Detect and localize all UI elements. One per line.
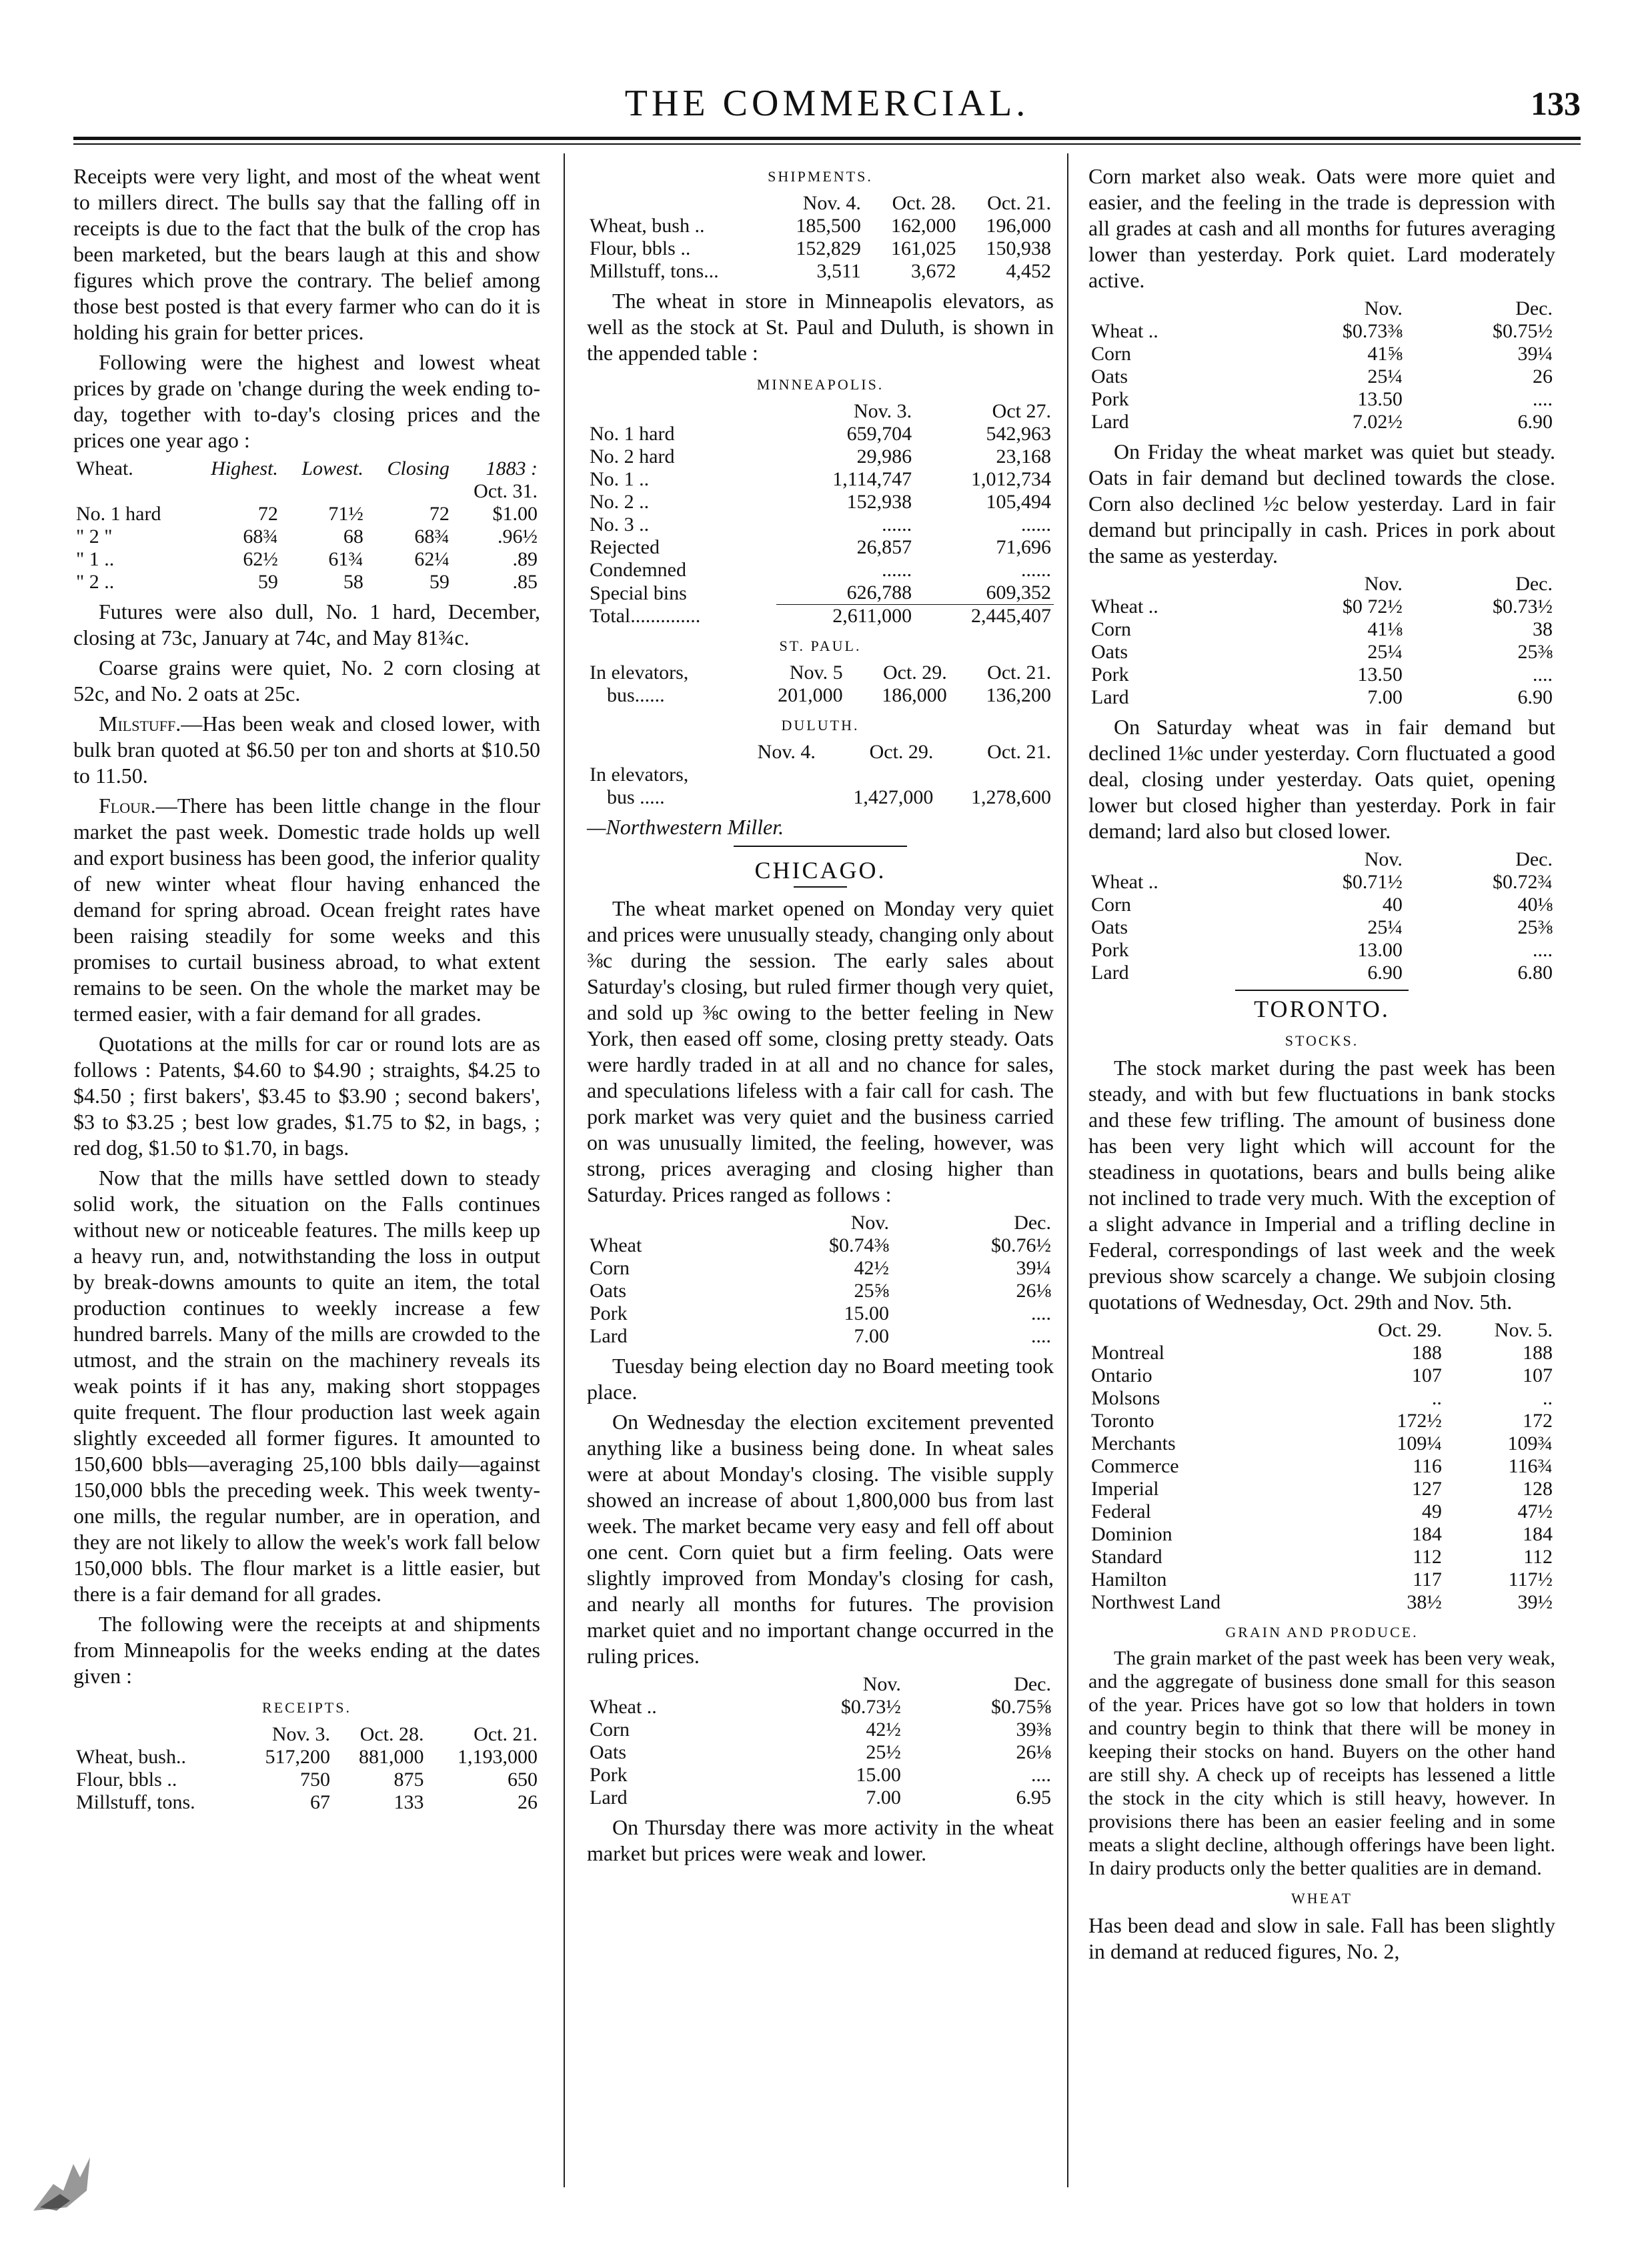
table-row: bus...... 201,000 186,000 136,200 [607, 684, 1051, 706]
table-row: Oats 25⅝ 26⅛ [590, 1280, 1051, 1302]
paragraph: On Saturday wheat was in fair demand but declined 1⅛c under yesterday. Corn fluctuated a good deal, closing under yesterday. Oats quiet, opening lower but closed higher than yesterday. Pork in fair demand; lard also but closed lower. [1088, 715, 1555, 843]
table-row: Northwest Land 38½ 39½ [1091, 1591, 1553, 1613]
table-row: Millstuff, tons... 3,511 3,672 4,452 [590, 260, 1051, 282]
column-1 [73, 163, 540, 1819]
section-heading-chicago: CHICAGO. [754, 857, 886, 884]
table-row: Flour, bbls .. 152,829 161,025 150,938 [590, 237, 1051, 259]
table-row: Wheat .. $0 72½ $0.73½ [1091, 596, 1553, 618]
table-row: Pork 15.00 .... [590, 1302, 1051, 1324]
paragraph: On Thursday there was more activity in the wheat market but prices were weak and lower. [587, 1815, 1054, 1865]
chicago-prices-saturday [1088, 848, 1555, 984]
section-heading-toronto: TORONTO. [1254, 996, 1390, 1022]
table-row: Corn 40 40⅛ [1091, 894, 1553, 916]
table-row: Montreal 188 188 [1091, 1342, 1553, 1364]
col-header: Wheat. [76, 457, 133, 479]
paragraph: Quotations at the mills for car or round lots are as follows : Patents, $4.60 to $4.90 ; straights, $4.25 to $4.50 ; first bakers', $3.45 to $3.90 ; second bakers', $3 to $3.25 ; best low grades, $1.75 to $2, in bags, ; red dog, $1.50 to $1.70, in bags. [73, 1032, 540, 1160]
table-row: Ontario 107 107 [1091, 1364, 1553, 1386]
table-row: No. 1 hard 72 71½ 72 $1.00 [76, 503, 538, 525]
table-row: Wheat .. $0.73⅜ $0.75½ [1091, 320, 1553, 342]
lead-word: Flour. [99, 794, 156, 818]
table-header [73, 480, 540, 503]
paragraph: Milstuff.—Has been weak and closed lower, with bulk bran quoted at $6.50 per ton and shorts at $10.50 to 11.50. [73, 712, 540, 788]
table-row: Corn 41⅛ 38 [1091, 618, 1553, 640]
column-2 [587, 163, 1054, 1871]
paragraph: Futures were also dull, No. 1 hard, December, closing at 73c, January at 74c, and May 81¾c. [73, 600, 540, 650]
minneapolis-elevator-table [587, 400, 1054, 628]
st-paul-table [587, 662, 1054, 707]
source-credit: —Northwestern Miller. [587, 815, 784, 839]
paragraph: Tuesday being election day no Board meeting took place. [587, 1354, 1054, 1404]
ink-blot-mark [27, 2144, 100, 2217]
table-row: In elevators, [590, 764, 689, 786]
subheading-stocks: STOCKS. [1285, 1032, 1359, 1049]
paragraph: On Wednesday the election excitement prevented anything like a business being done. In wheat sales were at about Monday's closing. The visible supply showed an increase of about 1,800,000 bus from last week. The market became very easy and fell off about one cent. Corn quiet but a firm feeling. Oats were slightly improved from Monday's closing for cash, and nearly all months for futures. The provision market quiet and no important change occurred in the ruling prices. [587, 1410, 1054, 1668]
subheading-wheat: WHEAT [1291, 1890, 1353, 1907]
column-3 [1088, 163, 1555, 1969]
table-header: Nov. 4. Oct. 29. Oct. 21. [757, 741, 1051, 763]
table-row: Millstuff, tons. 67 133 26 [76, 1791, 538, 1813]
table-caption: ST. PAUL. [779, 638, 862, 654]
subheading-grain-produce: GRAIN AND PRODUCE. [1225, 1624, 1419, 1640]
col-header: Highest. [211, 457, 278, 479]
paragraph: The wheat in store in Minneapolis elevators, as well as the stock at St. Paul and Duluth, is shown in the appended table : [587, 289, 1054, 365]
table-row: Lard 7.02½ 6.90 [1091, 411, 1553, 433]
table-caption: DULUTH. [781, 717, 860, 734]
table-header: Nov. Dec. [1364, 848, 1553, 870]
table-row: Lard 7.00 6.90 [1091, 686, 1553, 708]
paragraph: The stock market during the past week has been steady, and with but few fluctuations in bank stocks and these few trifling. The amount of business done has been very light which will account for the steadiness in quotations, bears and bulls being alike not inclined to trade very much. With the exception of a slight advance in Imperial and a trifling decline in Federal, correspondings of last week and the week previous show scarcely a change. We subjoin closing quotations of Wednesday, Oct. 29th and Nov. 5th. [1088, 1056, 1555, 1314]
col-header: Lowest. [301, 457, 363, 479]
table-row: No. 1 hard 659,704 542,963 [590, 423, 1051, 445]
paragraph: Now that the mills have settled down to steady solid work, the situation on the Falls continues without new or noticeable features. The mills keep up a heavy run, and, notwithstanding the loss in output by break-downs amounts to quite an item, the total production continues to weekly increase a few hundred barrels. Many of the mills are crowded to the utmost, and the strain on the machinery reveals its weak points if it has any, making short stoppages quite frequent. The flour production last week again slightly exceeded all former figures. It amounted to 150,600 bbls—averaging 25,100 bbls daily—against 150,000 bbls the preceding week. This week twenty-one mills, the regular number, are in operation, and they are not likely to allow the week's work fall below 150,000 bbls. The flour market is a little easier, but there is a fair demand for all grades. [73, 1166, 540, 1606]
table-row: No. 1 .. 1,114,747 1,012,734 [590, 468, 1051, 490]
table-caption: SHIPMENTS. [768, 168, 873, 185]
table-row: Molsons .. .. [1091, 1387, 1553, 1409]
table-row: Federal 49 47½ [1091, 1500, 1553, 1522]
table-row: Special bins 626,788 609,352 [590, 582, 1051, 604]
table-row: " 2 .. 59 58 59 .85 [76, 571, 538, 593]
table-row: Oats 25¼ 25⅜ [1091, 641, 1553, 663]
masthead-title: THE COMMERCIAL. [624, 83, 1030, 124]
table-row: Pork 15.00 .... [590, 1764, 1051, 1786]
section-rule [734, 846, 907, 847]
table-row: Oats 25¼ 25⅜ [1091, 916, 1553, 938]
table-row: Dominion 184 184 [1091, 1523, 1553, 1545]
table-row: Corn 42½ 39¼ [590, 1257, 1051, 1279]
table-row: Rejected 26,857 71,696 [590, 536, 1051, 558]
column-divider-1 [564, 153, 565, 2187]
table-row: Oats 25½ 26⅛ [590, 1741, 1051, 1763]
page-header [73, 80, 1581, 127]
paragraph: The wheat market opened on Monday very quiet and prices were unusually steady, changing only about ⅜c during the session. The early sales about Saturday's closing, but ruled firmer though very quiet, and sold up ⅜c owing to the better feeling in New York, then eased off some, closing pretty steady. Oats were hardly traded in at all and no chance for sales, and speculations lifeless with a fair call for cash. The pork market was very quiet and the business carried on was unusually limited, the feeling, however, was strong, prices averaging and closing higher than Saturday. Prices ranged as follows : [587, 896, 1054, 1206]
header-rule-thin [73, 143, 1581, 145]
chicago-prices-thursday [1088, 297, 1555, 433]
table-row: Wheat .. $0.73½ $0.75⅝ [590, 1696, 1051, 1718]
table-row: Pork 13.50 .... [1091, 664, 1553, 686]
table-row: Wheat .. $0.71½ $0.72¾ [1091, 871, 1553, 893]
chicago-prices-friday [1088, 573, 1555, 709]
table-header: Nov. Dec. [1364, 297, 1553, 319]
table-row: " 1 .. 62½ 61¾ 62¼ .89 [76, 548, 538, 570]
shipments-table [587, 192, 1054, 283]
table-row: Lard 7.00 6.95 [590, 1787, 1051, 1809]
table-header: Nov. Dec. [1364, 573, 1553, 595]
table-row: Corn 41⅝ 39¼ [1091, 343, 1553, 365]
table-header: Nov. 3. Oct. 28. Oct. 21. [271, 1723, 538, 1745]
paragraph: Flour.—There has been little change in the flour market the past week. Domestic trade holds up well and export business has been good, the inferior quality of new winter wheat flour having enhanced the demand for spring abroad. Ocean freight rates have been raising steadily for some weeks and this promises to curtail business abroad, to what extent remains to be seen. On the whole the market may be termed easier, with a fair demand for all grades. [73, 794, 540, 1026]
table-header [73, 457, 540, 480]
table-row: Toronto 172½ 172 [1091, 1410, 1553, 1432]
section-rule [1235, 990, 1409, 991]
table-row: Merchants 109¼ 109¾ [1091, 1432, 1553, 1454]
table-row: Oats 25¼ 26 [1091, 365, 1553, 387]
table-row: bus ..... 1,427,000 1,278,600 [607, 786, 1051, 808]
table-row: Wheat $0.74⅜ $0.76½ [590, 1234, 1051, 1256]
receipts-table [73, 1723, 540, 1814]
table-header: Nov. 4. Oct. 28. Oct. 21. [802, 192, 1051, 214]
heading-rule [794, 886, 847, 888]
page-number: 133 [1531, 85, 1581, 122]
chicago-prices-wednesday [587, 1673, 1054, 1809]
table-row: Lard 7.00 .... [590, 1325, 1051, 1347]
table-row: Corn 42½ 39⅜ [590, 1719, 1051, 1741]
paragraph: Has been dead and slow in sale. Fall has been slightly in demand at reduced figures, No. 2, [1088, 1913, 1555, 1963]
paragraph: Following were the highest and lowest wheat prices by grade on 'change during the week ending to-day, together with to-day's closing prices and the prices one year ago : [73, 350, 540, 452]
table-row: No. 3 .. ...... ...... [590, 513, 1051, 535]
table-row: Lard 6.90 6.80 [1091, 962, 1553, 984]
table-caption: RECEIPTS. [262, 1699, 351, 1716]
table-row: Standard 112 112 [1091, 1546, 1553, 1568]
paragraph: The following were the receipts at and shipments from Minneapolis for the weeks ending at the dates given : [73, 1612, 540, 1688]
table-header: Nov. 3. Oct 27. [853, 400, 1051, 422]
table-row: Wheat, bush .. 185,500 162,000 196,000 [590, 215, 1051, 237]
lead-word: Milstuff. [99, 712, 181, 736]
table-row: Commerce 116 116¾ [1091, 1455, 1553, 1477]
paragraph: Coarse grains were quiet, No. 2 corn closing at 52c, and No. 2 oats at 25c. [73, 656, 540, 706]
table-row: Imperial 127 128 [1091, 1478, 1553, 1500]
duluth-table [587, 741, 1054, 809]
paragraph: On Friday the wheat market was quiet but steady. Oats in fair demand but declined towards the close. Corn also declined ½c below yesterday. Lard in fair demand but principally in cash. Prices in pork about the same as yesterday. [1088, 439, 1555, 568]
table-header: Nov. Dec. [862, 1673, 1051, 1695]
table-header: Nov. Dec. [850, 1212, 1051, 1234]
table-row: Pork 13.00 .... [1091, 939, 1553, 961]
table-header: In elevators, Nov. 5 Oct. 29. Oct. 21. [590, 662, 1051, 684]
toronto-stocks-table [1088, 1319, 1555, 1614]
column-divider-2 [1067, 153, 1068, 2187]
header-rule-thick [73, 137, 1581, 140]
table-total-row: Total.............. 2,611,000 2,445,407 [587, 605, 1054, 628]
col-header: Oct. 31. [474, 480, 538, 502]
table-row: Wheat, bush.. 517,200 881,000 1,193,000 [76, 1746, 538, 1768]
table-header: Oct. 29. Nov. 5. [1378, 1319, 1553, 1341]
table-row: No. 2 hard 29,986 23,168 [590, 445, 1051, 467]
col-header: 1883 : [486, 457, 538, 479]
paragraph: Receipts were very light, and most of the wheat went to millers direct. The bulls say that the falling off in receipts is due to the fact that the bulk of the crop has been marketed, but the bears laugh at this and show figures which prove the contrary. The belief among those best posted is that every farmer who can do it is holding his grain for better prices. [73, 164, 540, 344]
paragraph: The grain market of the past week has been very weak, and the aggregate of business done small for this season of the year. Prices have got so low that holders in town and country begin to think that there will be money in keeping their stocks on hand. Buyers on the other hand are still shy. A check up of receipts has lessened a little the stock in the city which is still heavy, however. In provisions there has been an easier feeling and in some meats a slight decline, although offerings have been light. In dairy products only the better qualities are in demand. [1088, 1647, 1555, 1879]
table-row: No. 2 .. 152,938 105,494 [590, 491, 1051, 513]
chicago-prices-monday [587, 1212, 1054, 1348]
table-row: Pork 13.50 .... [1091, 388, 1553, 410]
table-caption: MINNEAPOLIS. [756, 376, 884, 393]
table-row: " 2 " 68¾ 68 68¾ .96½ [76, 525, 538, 547]
col-header: Closing [387, 457, 450, 479]
table-row: Flour, bbls .. 750 875 650 [76, 1769, 538, 1791]
table-row: Hamilton 117 117½ [1091, 1568, 1553, 1590]
wheat-grade-table [73, 457, 540, 594]
paragraph: Corn market also weak. Oats were more quiet and easier, and the feeling in the trade is depression with all grades at cash and all months for futures averaging lower than yesterday. Pork quiet. Lard moderately active. [1088, 164, 1555, 292]
table-row: Condemned ...... ...... [590, 559, 1051, 581]
